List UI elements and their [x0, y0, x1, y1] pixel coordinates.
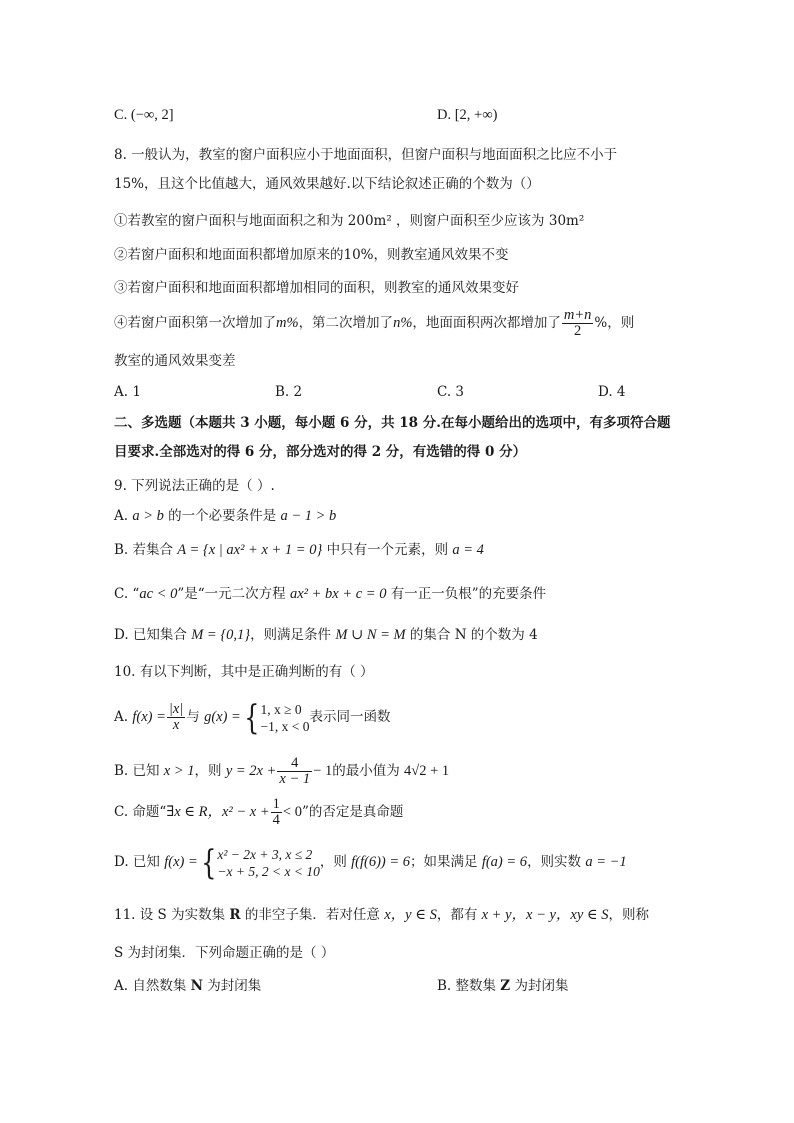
q10-d-text3: ，则实数: [527, 854, 586, 870]
q9-d-math2: M ∪ N = M: [335, 627, 406, 643]
q9-c-text: ”是“一元二次方程: [177, 586, 290, 602]
q10-a-frac-den: x: [172, 717, 180, 733]
q10-a-case1: 1, x ≥ 0: [260, 701, 302, 717]
q9-option-d: [114, 626, 538, 644]
q9-c-math2: ax² + bx + c = 0: [289, 586, 387, 602]
option-c-prev-text: C. (−∞, 2]: [114, 107, 174, 123]
q10-b-y: y = 2x +: [225, 763, 277, 779]
q8-stem-line2: 15%，且这个比值越大，通风效果越好.以下结论叙述正确的个数为（）: [114, 176, 540, 192]
option-c-prev: [114, 106, 174, 124]
q9-d-text2: 的集合 N 的个数为 4: [405, 627, 538, 643]
q8-s4-math-n: n%: [393, 315, 413, 331]
q11-math2: x + y，x − y，xy ∈ S: [481, 907, 609, 923]
q10-d-math3: f(a) = 6: [481, 854, 528, 870]
q10-d-label: D. 已知: [114, 854, 165, 870]
q11-math1: x，y ∈ S: [384, 907, 437, 923]
q9-a-math2: a − 1 > b: [280, 508, 337, 524]
q8-stem-line1: 8. 一般认为，教室的窗户面积应小于地面面积，但窗户面积与地面面积之比应不小于: [114, 147, 618, 163]
q10-b-math1: x > 1: [163, 763, 195, 779]
q10-a-brace: {: [244, 697, 260, 738]
q10-d-cases: [217, 846, 319, 880]
q9-a-math1: a > b: [132, 508, 164, 524]
q10-d-brace: {: [200, 842, 217, 883]
q9-d-label: D. 已知集合: [114, 627, 192, 643]
q10-a-g: g(x) =: [204, 709, 241, 725]
q10-c-text: ”的否定是真命题: [301, 804, 404, 820]
q9-option-c: [114, 585, 546, 603]
q8-statement-2: ②若窗户面积和地面面积都增加原来的10%，则教室通风效果不变: [114, 247, 509, 263]
q10-b-fraction: [277, 756, 312, 787]
q10-a-frac-num: |x|: [168, 701, 184, 717]
q11-text-a: 11. 设 S 为实数集: [114, 907, 230, 923]
q10-a-text2: 表示同一函数: [309, 709, 391, 725]
q8-statement-4: [114, 306, 634, 340]
q11-b-set-z: Z: [500, 978, 511, 994]
q10-b-text2: 的最小值为: [332, 763, 404, 779]
q8-statement-3: ③若窗户面积和地面面积都增加相同的面积，则教室的通风效果变好: [114, 280, 519, 296]
q8-s4-text-f: %，则: [594, 315, 635, 331]
q8-option-c: C. 3: [437, 384, 465, 400]
q10-b-label: B. 已知: [114, 763, 164, 779]
q9-option-a: [114, 507, 336, 525]
q9-b-math2: a = 4: [452, 542, 484, 558]
section2-heading-line1: 二、多选题（本题共 3 小题，每小题 6 分，共 18 分.在每小题给出的选项中，有多项符合题: [114, 415, 671, 431]
q9-a-label: A.: [114, 508, 133, 524]
q10-c-label: C. 命题“: [114, 804, 167, 820]
q8-s4-text-c: ，第二次增加了: [298, 315, 394, 331]
q9-a-text: 的一个必要条件是: [163, 508, 281, 524]
q10-b-frac-den: x − 1: [279, 771, 311, 787]
q10-a-text: 与: [186, 709, 205, 725]
q11-text-d: ，则称: [608, 907, 650, 923]
q9-b-math1: A = {x | ax² + x + 1 = 0}: [177, 542, 323, 558]
q10-c-frac-num: 1: [272, 796, 280, 812]
q8-statement-1: ①若教室的窗户面积与地面面积之和为 200m² ，则窗户面积至少应该为 30m²: [114, 213, 585, 229]
q9-c-math1: ac < 0: [139, 586, 178, 602]
q11-b-label: B. 整数集: [437, 978, 501, 994]
q11-stem-line1: [114, 906, 649, 924]
q10-a-case2: −1, x < 0: [260, 718, 310, 734]
q10-d-math4: a = −1: [585, 854, 627, 870]
q10-b-text: ，则: [194, 763, 226, 779]
q9-b-text: 中只有一个元素，则: [322, 542, 453, 558]
q10-d-case2: −x + 5, 2 < x < 10: [217, 863, 320, 879]
q10-b-frac-num: 4: [277, 756, 312, 772]
option-d-prev: [437, 106, 497, 124]
q10-c-fraction: [271, 797, 282, 828]
q10-a-fraction: [167, 702, 185, 733]
q11-b-text: 为封闭集: [510, 978, 569, 994]
q11-a-label: A. 自然数集: [114, 978, 191, 994]
q9-d-text: ，则满足条件: [250, 627, 336, 643]
q11-option-b: [437, 977, 568, 995]
q10-option-a: [114, 694, 390, 740]
q9-c-text2: 有一正一负根”的充要条件: [386, 586, 547, 602]
q10-option-b: [114, 750, 449, 792]
q8-s4-frac-den: 2: [574, 323, 582, 339]
q9-option-b: [114, 541, 484, 559]
q11-text-c: ，都有: [436, 907, 482, 923]
q11-a-set-n: N: [190, 978, 203, 994]
q10-b-answer: 4√2 + 1: [404, 763, 450, 779]
q9-stem: 9. 下列说法正确的是（ ）.: [114, 478, 275, 494]
q10-d-case1: x² − 2x + 3, x ≤ 2: [217, 846, 313, 862]
q11-stem-line2: S 为封闭集．下列命题正确的是（ ）: [114, 945, 335, 961]
q8-option-a: A. 1: [114, 384, 141, 400]
q10-c-math2: < 0: [282, 804, 302, 820]
q9-c-label: C. “: [114, 586, 140, 602]
q8-option-b: B. 2: [275, 384, 303, 400]
q10-b-y2: − 1: [313, 763, 333, 779]
q10-option-d: [114, 839, 627, 885]
q10-a-cases: [261, 701, 310, 735]
q10-d-math2: f(f(6)) = 6: [351, 854, 411, 870]
q10-d-text2: ；如果满足: [410, 854, 482, 870]
q10-a-f: f(x) =: [132, 709, 166, 725]
option-d-prev-text: D. [2, +∞): [437, 107, 498, 123]
q9-b-label: B. 若集合: [114, 542, 178, 558]
q11-option-a: [114, 977, 261, 995]
q11-text-b: 的非空子集．若对任意: [240, 907, 385, 923]
q8-s4-text-a: ④若窗户面积第一次增加了: [114, 315, 276, 331]
q10-stem: 10. 有以下判断，其中是正确判断的有（ ）: [114, 664, 374, 680]
q8-s4-math-m: m%: [276, 315, 299, 331]
q10-a-label: A.: [114, 709, 133, 725]
q8-s4-text-e: ，地面面积两次都增加了: [412, 315, 561, 331]
q8-statement-4-line2: 教室的通风效果变差: [114, 353, 236, 369]
q10-d-text: ，则: [319, 854, 352, 870]
q10-c-frac-den: 4: [272, 812, 280, 828]
q11-a-text: 为封闭集: [202, 978, 262, 994]
q10-c-math1: ∃x ∈ R，x² − x +: [166, 804, 270, 820]
q8-s4-frac-num: m+n: [563, 307, 592, 323]
section2-heading-line2: 目要求.全部选对的得 6 分，部分选对的得 2 分，有选错的得 0 分）: [114, 444, 527, 460]
q8-s4-fraction: [562, 308, 594, 339]
q10-d-f: f(x) =: [164, 854, 198, 870]
q9-d-math1: M = {0,1}: [191, 627, 251, 643]
q11-set-r: R: [229, 907, 241, 923]
q10-option-c: [114, 793, 403, 831]
q8-option-d: D. 4: [598, 384, 626, 400]
